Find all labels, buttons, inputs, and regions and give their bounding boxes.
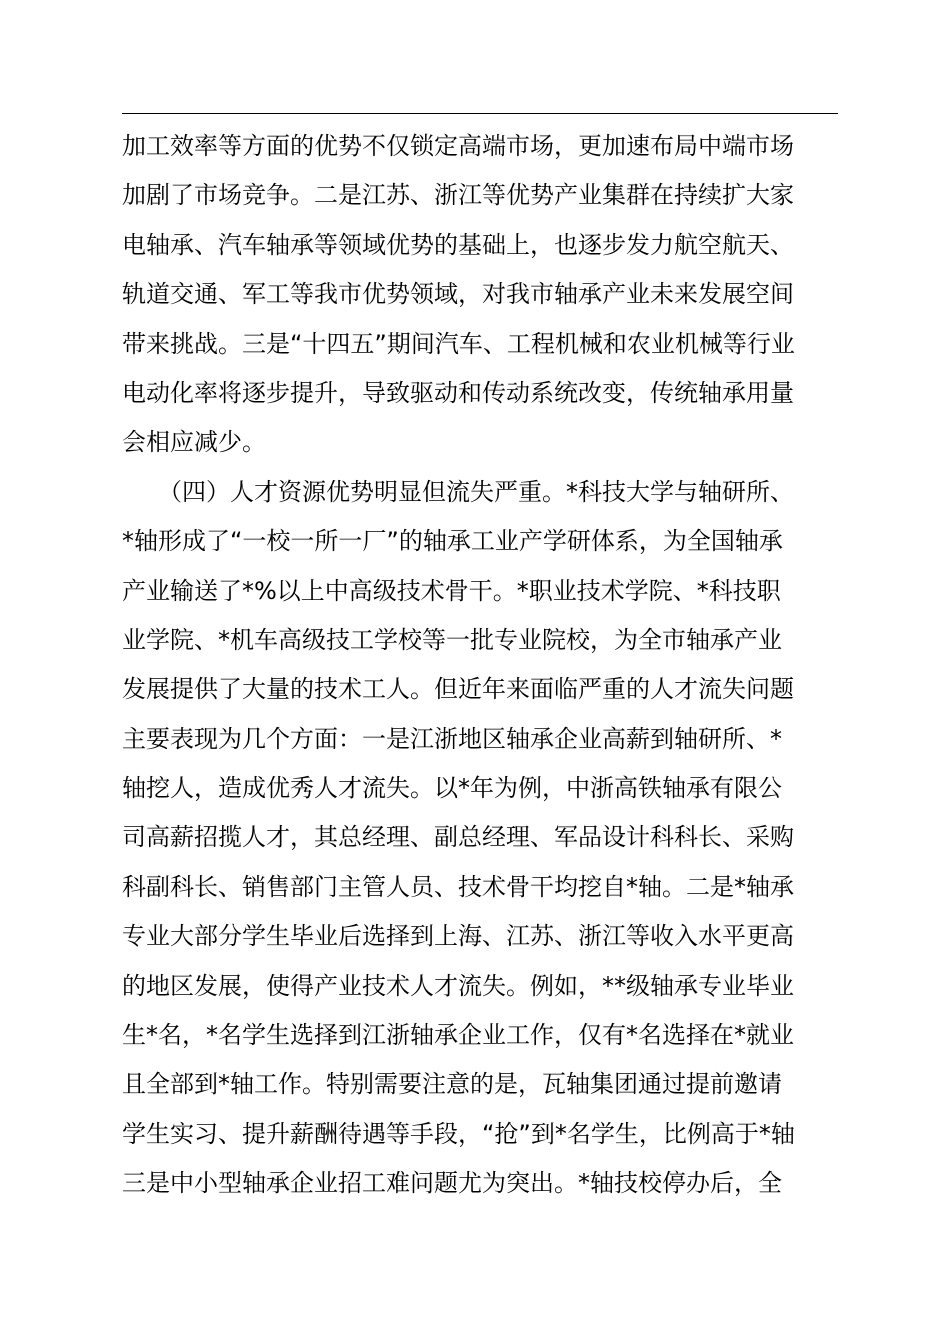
text-line: 生*名，*名学生选择到江浙轴承企业工作，仅有*名选择在*就业 bbox=[122, 1021, 794, 1050]
text-line: 产业输送了*%以上中高级技术骨干。*职业技术学院、*科技职 bbox=[122, 576, 781, 605]
text-line: 司高薪招揽人才，其总经理、副总经理、军品设计科科长、采购 bbox=[122, 823, 794, 852]
text-line: 且全部到*轴工作。特别需要注意的是，瓦轴集团通过提前邀请 bbox=[122, 1070, 782, 1099]
text-line: 发展提供了大量的技术工人。但近年来面临严重的人才流失问题 bbox=[122, 675, 794, 704]
text-line: 轨道交通、军工等我市优势领域，对我市轴承产业未来发展空间 bbox=[122, 280, 794, 309]
section-heading-line: （四）人才资源优势明显但流失严重。*科技大学与轴研所、 bbox=[122, 477, 794, 506]
text-line: 会相应减少。 bbox=[122, 428, 266, 457]
text-line: 轴挖人，造成优秀人才流失。以*年为例，中浙高铁轴承有限公 bbox=[122, 774, 782, 803]
text-line: 电动化率将逐步提升，导致驱动和传动系统改变，传统轴承用量 bbox=[122, 378, 794, 407]
header-rule bbox=[122, 113, 838, 114]
paragraph-talent-drain bbox=[122, 468, 842, 1209]
text-line: 科副科长、销售部门主管人员、技术骨干均挖自*轴。二是*轴承 bbox=[122, 872, 794, 901]
text-line: 的地区发展，使得产业技术人才流失。例如，**级轴承专业毕业 bbox=[122, 971, 794, 1000]
text-line: 加剧了市场竞争。二是江苏、浙江等优势产业集群在持续扩大家 bbox=[122, 181, 794, 210]
text-line: 专业大部分学生毕业后选择到上海、江苏、浙江等收入水平更高 bbox=[122, 922, 794, 951]
text-line: 三是中小型轴承企业招工难问题尤为突出。*轴技校停办后，全 bbox=[122, 1169, 782, 1198]
text-line: *轴形成了“一校一所一厂”的轴承工业产学研体系，为全国轴承 bbox=[122, 527, 783, 556]
text-line: 带来挑战。三是“十四五”期间汽车、工程机械和农业机械等行业 bbox=[122, 329, 795, 358]
paragraph-market-competition bbox=[122, 122, 842, 468]
text-line: 电轴承、汽车轴承等领域优势的基础上，也逐步发力航空航天、 bbox=[122, 230, 794, 259]
text-line: 加工效率等方面的优势不仅锁定高端市场，更加速布局中端市场 bbox=[122, 132, 794, 160]
text-line: 业学院、*机车高级技工学校等一批专业院校，为全市轴承产业 bbox=[122, 625, 782, 654]
text-line: 主要表现为几个方面：一是江浙地区轴承企业高薪到轴研所、* bbox=[122, 724, 782, 753]
body-text bbox=[122, 122, 842, 1209]
text-line: 学生实习、提升薪酬待遇等手段，“抢”到*名学生，比例高于*轴 bbox=[122, 1119, 795, 1148]
